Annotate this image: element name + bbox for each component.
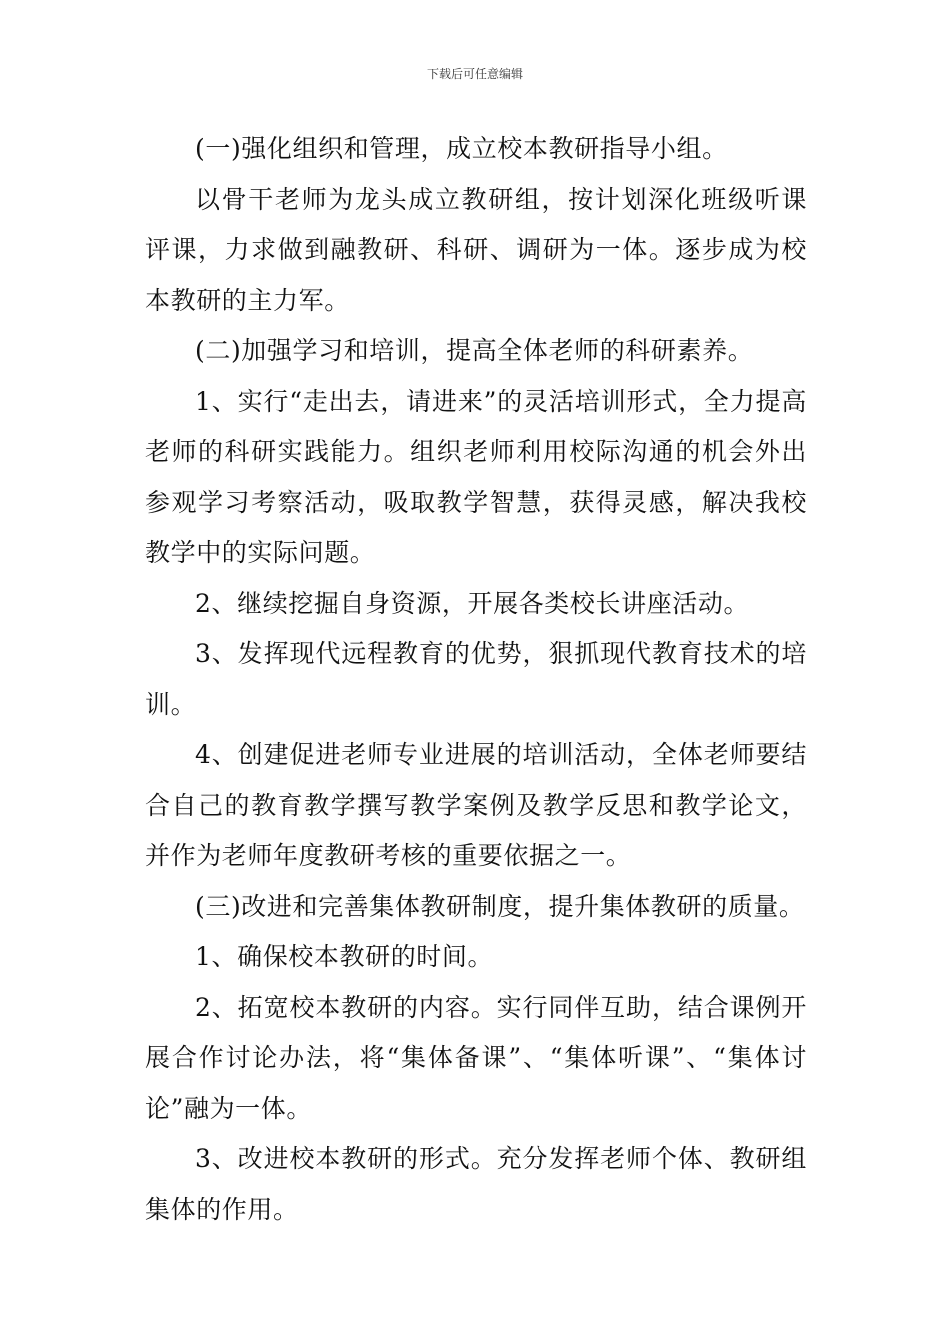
paragraph-item-3-remote-education: 3、发挥现代远程教育的优势，狠抓现代教育技术的培训。 [145,639,807,719]
paragraph-item-2-lectures: 2、继续挖掘自身资源，开展各类校长讲座活动。 [195,588,750,618]
paragraph-section-3-heading: (三)改进和完善集体教研制度，提升集体教研的质量。 [195,891,805,921]
paragraph-item-2-content: 2、拓宽校本教研的内容。实行同伴互助，结合课例开展合作讨论办法，将“集体备课”、“集体听课”、“集体讨论”融为一体。 [145,992,807,1123]
paragraph-item-1-training: 1、实行“走出去，请进来”的灵活培训形式，全力提高老师的科研实践能力。组织老师利用校际沟通的机会外出参观学习考察活动，吸取教学智慧，获得灵感，解决我校教学中的实际问题。 [145,386,807,567]
paragraph-section-1-heading: (一)强化组织和管理，成立校本教研指导小组。 [195,134,728,163]
page-header-note: 下载后可任意编辑 [426,67,523,81]
paragraph-item-1-time: 1、确保校本教研的时间。 [195,942,494,971]
document-body [145,124,807,1235]
paragraph-section-2-heading: (二)加强学习和培训，提高全体老师的科研素养。 [195,336,754,365]
paragraph-item-4-professional-development: 4、创建促进老师专业进展的培训活动，全体老师要结合自己的教育教学撰写教学案例及教学反思和教学论文，并作为老师年度教研考核的重要依据之一。 [145,740,807,870]
paragraph-item-3-form: 3、改进校本教研的形式。充分发挥老师个体、教研组集体的作用。 [145,1144,807,1224]
paragraph-backbone-teachers: 以骨干老师为龙头成立教研组，按计划深化班级听课评课，力求做到融教研、科研、调研为一体。逐步成为校本教研的主力军。 [145,184,807,315]
